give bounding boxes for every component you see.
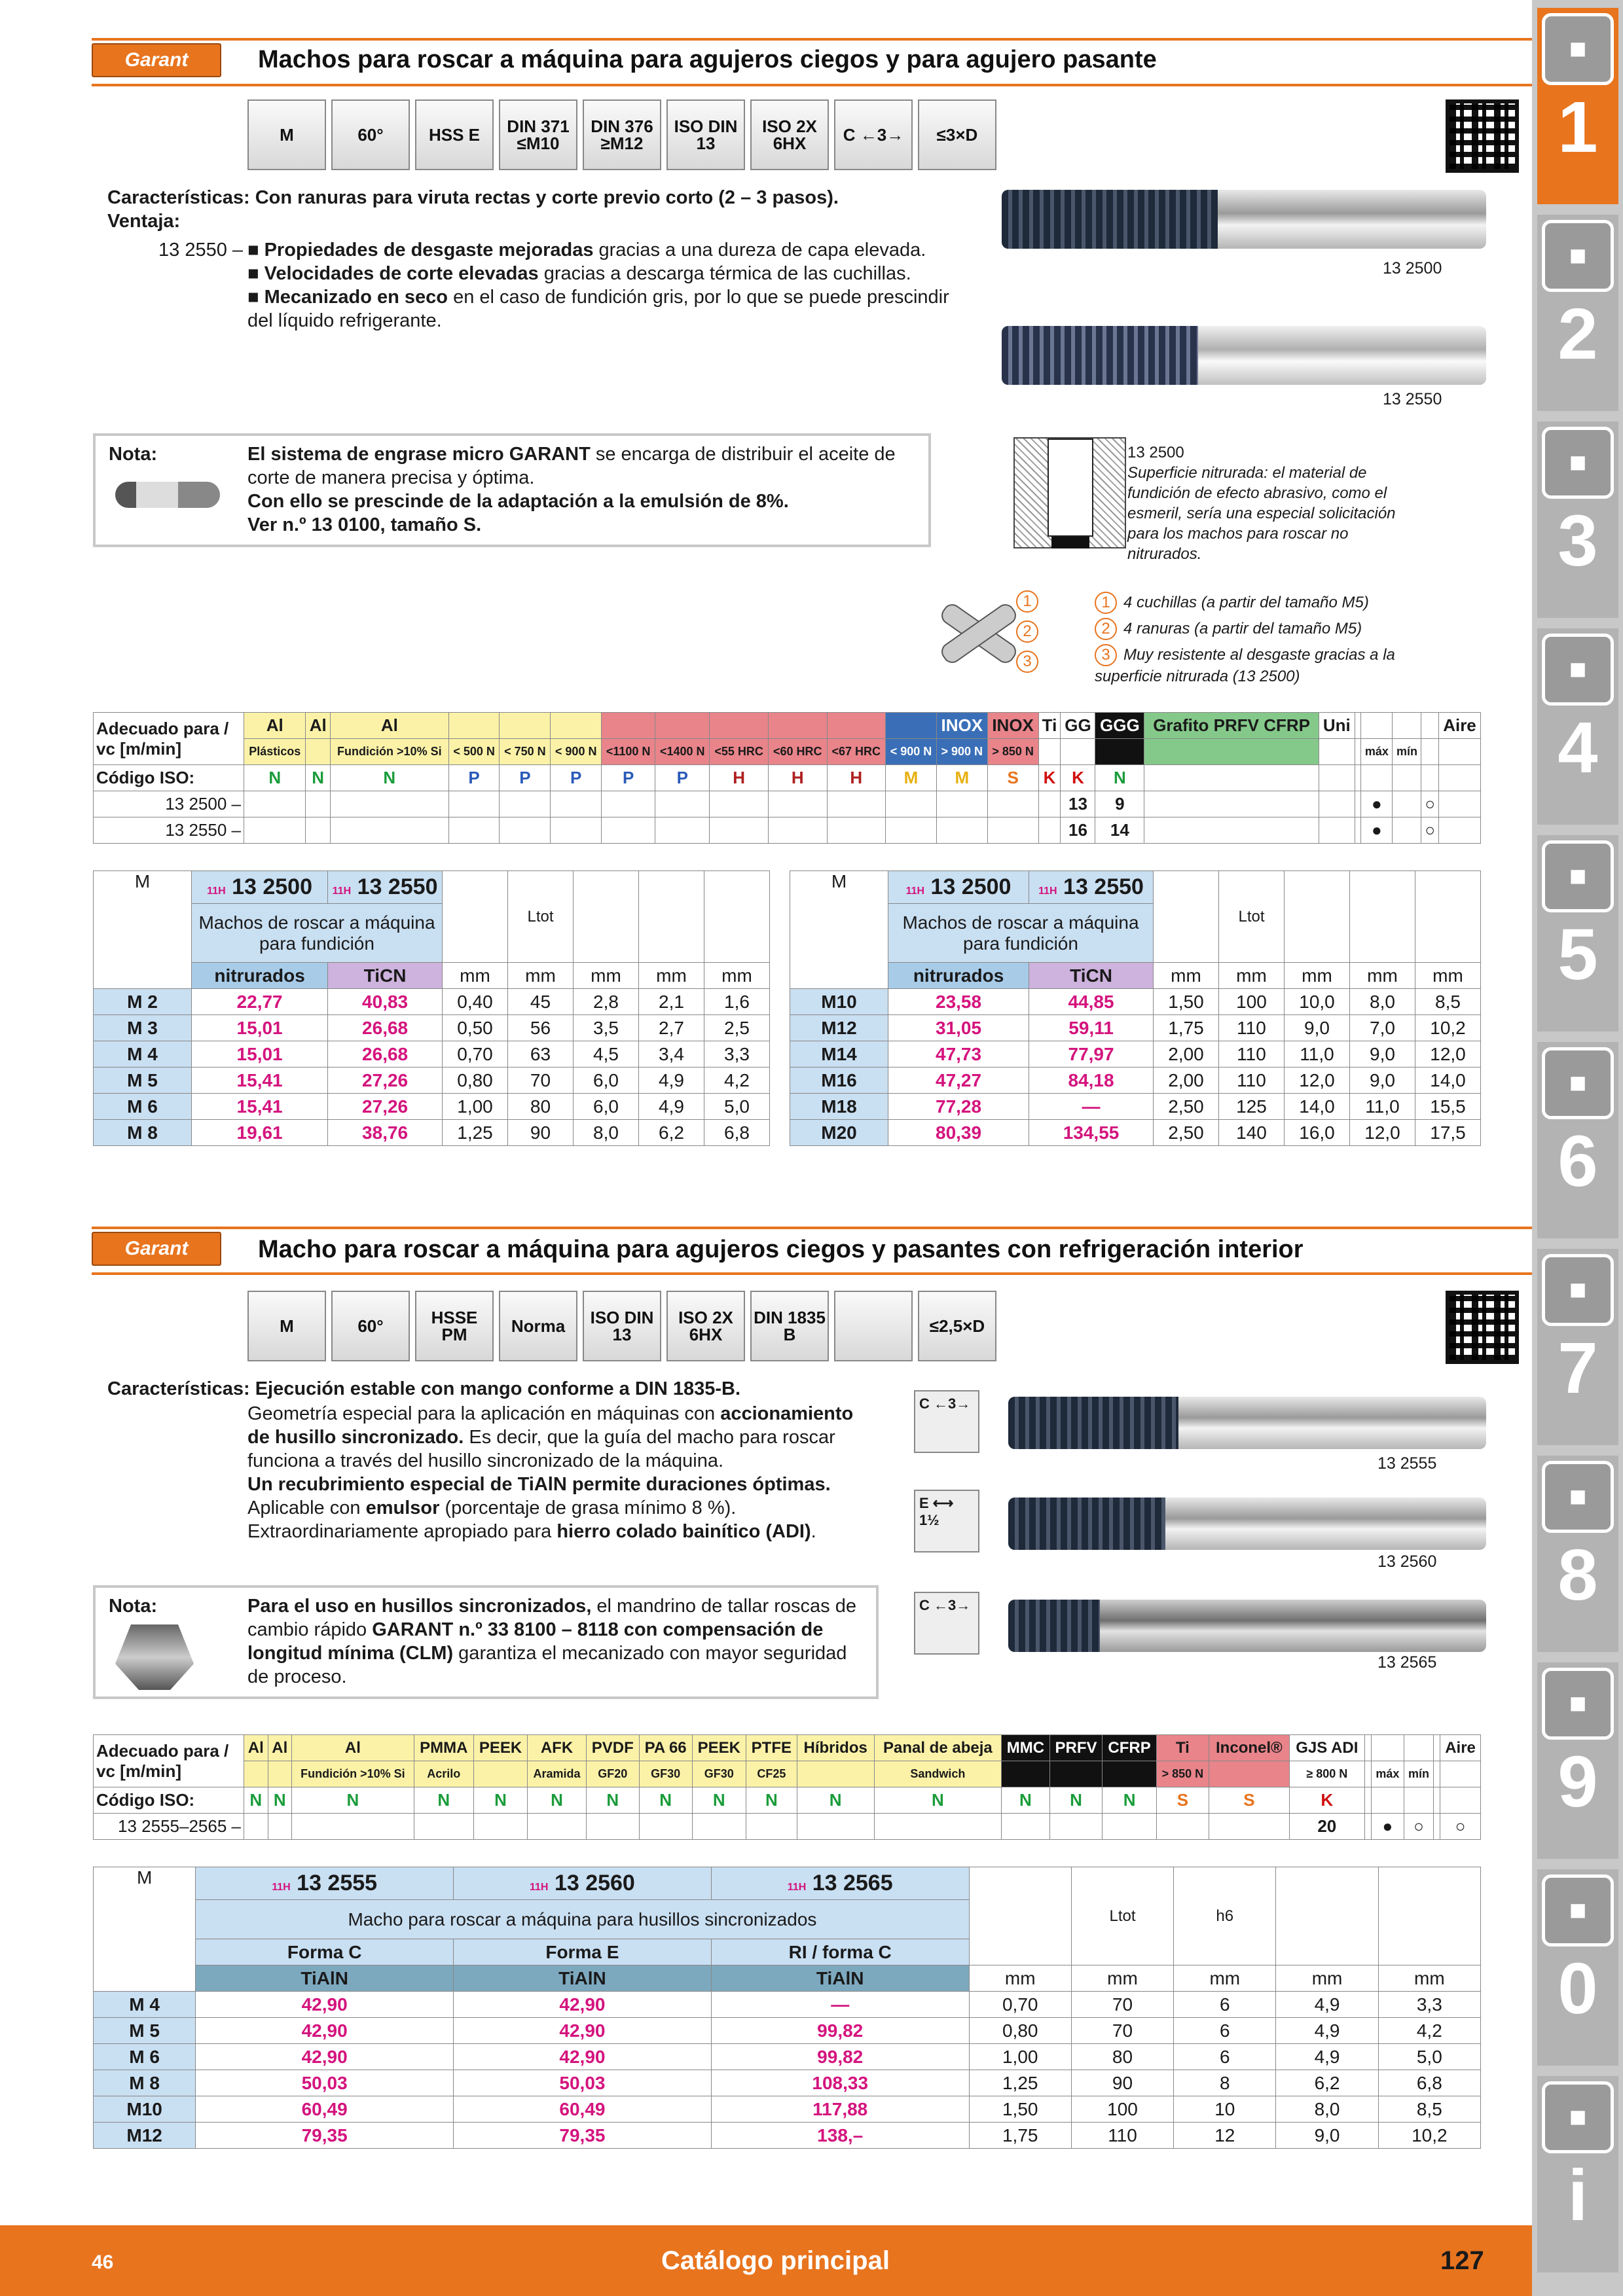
garant-logo: Garant [92,1232,221,1266]
spec-icon: HSSE PM [415,1291,494,1361]
material-head [768,713,827,739]
side-tabs [1532,0,1623,2296]
iso-code: N [797,1787,874,1814]
feature-paragraph: Geometría especial para la aplicación en máquinas con accionamiento de husillo sincronizado. Es decir, que la guía del macho para roscar funciona a través del husillo sincronizado de la máquina. [247,1403,854,1471]
spec-icon: ISO DIN 13 [666,99,745,170]
material-sub [1355,739,1361,765]
material-head: Aire [1440,1735,1481,1761]
tool-label: 13 2500 [1383,259,1442,278]
material-sub: < 900 N [551,739,602,765]
material-sub [1438,739,1480,765]
chuck-image [115,1624,194,1690]
material-sub: <1100 N [602,739,655,765]
table-row: M20 80,39 134,55 2,50 140 16,0 12,0 17,5 [790,1120,1481,1146]
form-tag: C ←3→ [914,1390,979,1453]
chapter-tab-5[interactable]: ■ 5 [1537,835,1618,1031]
chapter-icon: ■ [1542,634,1614,706]
chapter-icon: ■ [1542,1047,1614,1119]
material-head [448,713,500,739]
iso-code: N [746,1787,797,1814]
material-sub: Fundición >10% Si [330,739,448,765]
iso-code: N [414,1787,473,1814]
material-head: Grafito PRFV CFRP [1144,713,1319,739]
legend-item: 1 4 cuchillas (a partir del tamaño M5) [1095,592,1435,614]
material-sub [1421,739,1439,765]
material-head: GJS ADI [1289,1735,1364,1761]
spec-icon: DIN 371 ≤M10 [499,99,577,170]
chapter-icon: ■ [1542,13,1614,85]
material-head: GGG [1095,713,1144,739]
rule [92,84,1532,86]
material-head: CFRP [1103,1735,1156,1761]
nitrided-note: 13 2500 Superficie nitrurada: el material de fundición de efecto abrasivo, como el esmeril, sería una especial solicitación para los machos para roscar no nitrurados. [1127,444,1396,563]
material-sub: Fundición >10% Si [292,1761,414,1787]
iso-code: N [692,1787,746,1814]
iso-code: N [1103,1787,1156,1814]
iso-code: N [874,1787,1002,1814]
material-sub [473,1761,527,1787]
table-row: M18 77,28 — 2,50 125 14,0 11,0 15,5 [790,1094,1481,1120]
row-label: Código ISO: [94,765,244,791]
material-head: Al [244,1735,268,1761]
row-label: Adecuado para / vc [m/min] [94,1735,244,1787]
material-head: Al [268,1735,292,1761]
spec-table-left: M 11H 13 2500 11H 13 2550 Ltot Machos de roscar a máquina para fundición nitrurados TiCN mm mm mm mm mm M 2 22,77 40,83 0,40 45 2,8 2,1 1,6 M 3 15,01 26,68 0,50 56 3,5 2,7 2,5 M 4 15,01 26,68 0,70 63 4,5 3,4 3,3 M 5 15,41 27,26 0,80 70 6,0 4,9 4,2 M 6 15,41 27,26 1,00 80 6,0 4,9 5,0 M 8 19,61 38,76 1,25 90 8,0 6,2 6,8 [93,870,770,1146]
material-head: AFK [528,1735,587,1761]
section2-features: Características: Ejecución estable con mango conforme a DIN 1835-B. [107,1378,741,1399]
cross-section-diagram [936,597,1021,669]
iso-code: H [768,765,827,791]
material-head: Inconel® [1209,1735,1290,1761]
qr-code[interactable] [1446,1291,1519,1364]
material-head [1371,1735,1404,1761]
material-head: Ti [1038,713,1061,739]
rule [92,1272,1532,1275]
row-ref: 13 2550 – [94,817,244,844]
feature-paragraph: Extraordinariamente apropiado para hierro colado bainítico (ADI). [247,1521,816,1542]
nitrided-diagram [1013,437,1126,548]
row-ref: 13 2555–2565 – [94,1814,244,1840]
material-head: PEEK [692,1735,746,1761]
material-sub: > 850 N [987,739,1038,765]
material-sub [1209,1761,1290,1787]
iso-code: H [827,765,886,791]
note-box-1: Nota: El sistema de engrase micro GARANT se encarga de distribuir el aceite de corte de manera precisa y óptima. Con ello se prescinde de la adaptación a la emulsión de 8%. Ver n.º 13 0100, tamaño S. [93,433,931,547]
page-number-right: 127 [1440,2246,1484,2275]
chapter-icon: ■ [1542,1461,1614,1533]
spec-icon: M [247,1291,326,1361]
ventaja-ref: 13 2550 – [158,240,244,260]
iso-code: S [987,765,1038,791]
section1-features: Características: Con ranuras para viruta rectas y corte previo corto (2 – 3 pasos). Ventaja: [107,187,839,232]
tool-image-132565 [1008,1600,1486,1652]
tool-label: 13 2550 [1383,390,1442,408]
material-sub: máx [1361,739,1393,765]
tool-label: 13 2555 [1377,1454,1437,1473]
chapter-tab-1[interactable]: ■ 1 [1537,8,1618,204]
material-sub: Acrilo [414,1761,473,1787]
spec-icon [834,1291,913,1361]
table-row: M 5 15,41 27,26 0,80 70 6,0 4,9 4,2 [94,1067,770,1094]
iso-code: M [936,765,987,791]
material-sub [1103,1761,1156,1787]
chapter-icon: ■ [1542,2081,1614,2153]
spec-icon: Norma [499,1291,577,1361]
material-head: Al [292,1735,414,1761]
spec-icon: ≤3×D [918,99,996,170]
material-sub: GF30 [639,1761,692,1787]
rule [92,1227,1532,1229]
section2-icons [247,1291,996,1361]
spec-icon: ≤2,5×D [918,1291,996,1361]
feature-paragraph: Un recubrimiento especial de TiAlN permite duraciones óptimas. [247,1474,831,1495]
material-sub: <1400 N [655,739,710,765]
material-sub: > 900 N [936,739,987,765]
tool-image-132560 [1008,1498,1486,1550]
material-head: Híbridos [797,1735,874,1761]
iso-code: N [528,1787,587,1814]
table-row: M 2 22,77 40,83 0,40 45 2,8 2,1 1,6 [94,989,770,1015]
table-row: M 6 15,41 27,26 1,00 80 6,0 4,9 5,0 [94,1094,770,1120]
footer-band [0,2225,1532,2296]
iso-code: S [1209,1787,1290,1814]
material-head: PA 66 [639,1735,692,1761]
material-head: PVDF [586,1735,639,1761]
table-row: M12 31,05 59,11 1,75 110 9,0 7,0 10,2 [790,1015,1481,1041]
material-sub: mín [1393,739,1421,765]
table-row: M10 23,58 44,85 1,50 100 10,0 8,0 8,5 [790,989,1481,1015]
material-head [500,713,551,739]
form-tag: C ←3→ [914,1592,979,1655]
iso-code: N [244,1787,268,1814]
tool-image-132555 [1008,1397,1486,1449]
product-desc: Machos de roscar a máquina para fundición [198,912,435,954]
product-desc: Machos de roscar a máquina para fundición [902,912,1139,954]
material-sub: < 500 N [448,739,500,765]
section2-title: Macho para roscar a máquina para agujeros ciegos y pasantes con refrigeración interior [258,1236,1304,1263]
diagram-legend [1095,592,1435,691]
col-m: M [790,871,888,989]
material-head: INOX [936,713,987,739]
iso-code: S [1156,1787,1209,1814]
material-sub: GF30 [692,1761,746,1787]
material-head [602,713,655,739]
material-head: MMC [1002,1735,1049,1761]
material-head: PTFE [746,1735,797,1761]
bullet-item: ■ Mecanizado en seco en el caso de fundición gris, por lo que se puede prescindir del líquido refrigerante. [247,287,949,331]
iso-code: P [655,765,710,791]
material-head [886,713,937,739]
chapter-tab-6[interactable]: ■ 6 [1537,1042,1618,1238]
iso-code: P [448,765,500,791]
iso-code: N [1002,1787,1049,1814]
iso-table-1: Adecuado para / vc [m/min] Al Al Al INOX INOX Ti GG GGG Grafito PRFV CFRP Uni Aire Plásticos Fundición >10% Si < 500 N < 750 N < 900 N <1100 N <1400 N <55 HRC <60 HRC <67 HRC < 900 N > 900 N > 850 N máx mín Código ISO: N N N P P P P P H H H M M S K K N 13 2500 – 13 9 ● ○ 13 2550 – 16 14 ● ○ [93,712,1481,844]
material-head: Aire [1438,713,1480,739]
chapter-tab-3[interactable]: ■ 3 [1537,422,1618,618]
table-row: M 4 15,01 26,68 0,70 63 4,5 3,4 3,3 [94,1041,770,1067]
section1-icons [247,99,996,170]
chapter-tab-0[interactable]: ■ 0 [1537,1869,1618,2066]
oil-system-image [115,482,220,508]
material-sub: ≥ 800 N [1289,1761,1364,1787]
iso-code: N [306,765,331,791]
spec-table-right: M 11H 13 2500 11H 13 2550 Ltot Machos de roscar a máquina para fundición nitrurados TiCN mm mm mm mm mm M10 23,58 44,85 1,50 100 10,0 8,0 8,5 M12 31,05 59,11 1,75 110 9,0 7,0 10,2 M14 47,73 77,97 2,00 110 11,0 9,0 12,0 M16 47,27 84,18 2,00 110 12,0 9,0 14,0 M18 77,28 — 2,50 125 14,0 11,0 15,5 M20 80,39 134,55 2,50 140 16,0 12,0 17,5 [790,870,1481,1146]
chapter-tab-2[interactable]: ■ 2 [1537,215,1618,411]
bullet-item: ■ Velocidades de corte elevadas gracias a descarga térmica de las cuchillas. [247,263,911,284]
table-row: M 4 42,90 42,90 — 0,70 70 6 4,9 3,3 [94,1992,1481,2018]
iso-code: P [500,765,551,791]
table-row: M10 60,49 60,49 117,88 1,50 100 10 8,0 8,5 [94,2096,1481,2123]
tool-label: 13 2565 [1377,1653,1437,1672]
legend-item: 2 4 ranuras (a partir del tamaño M5) [1095,618,1435,640]
iso-code: K [1289,1787,1364,1814]
material-head [1361,713,1393,739]
material-head [1393,713,1421,739]
product-desc: Macho para roscar a máquina para husillos sincronizados [196,1900,969,1939]
material-sub [1002,1761,1049,1787]
table-row: M 8 19,61 38,76 1,25 90 8,0 6,2 6,8 [94,1120,770,1146]
material-sub [268,1761,292,1787]
iso-code: N [268,1787,292,1814]
material-sub: Aramida [528,1761,587,1787]
iso-code: K [1038,765,1061,791]
material-head [1364,1735,1371,1761]
feature-paragraph: Aplicable con emulsor (porcentaje de grasa mínimo 8 %). [247,1498,737,1518]
material-sub: GF20 [586,1761,639,1787]
material-head: GG [1061,713,1095,739]
row-label: Código ISO: [94,1787,244,1814]
material-head: PMMA [414,1735,473,1761]
material-head: PRFV [1049,1735,1103,1761]
spec-icon: ISO DIN 13 [583,1291,661,1361]
iso-table-2: Adecuado para / vc [m/min] Al Al Al PMMA PEEK AFK PVDF PA 66 PEEK PTFE Híbridos Panal de abeja MMC PRFV CFRP Ti Inconel® GJS ADI Aire Fundición >10% Si Acrilo Aramida GF20 GF30 GF30 CF25 Sandwich > 850 N ≥ 800 N máx mín Código ISO: N N N N N N N N N N N N N N N S S K 13 2555–2565 – 20 ● ○ ○ [93,1734,1481,1840]
material-head [827,713,886,739]
ventaja-bullets [247,238,968,332]
material-head: INOX [987,713,1038,739]
spec-icon: 60° [331,1291,410,1361]
material-head [1421,713,1439,739]
material-sub [1440,1761,1481,1787]
material-sub [1049,1761,1103,1787]
material-sub: CF25 [746,1761,797,1787]
spec-icon: M [247,99,326,170]
material-head: Al [244,713,306,739]
chapter-icon: ■ [1542,1874,1614,1946]
note-box-2: Nota: Para el uso en husillos sincronizados, el mandrino de tallar roscas de cambio rápido GARANT n.º 33 8100 – 8118 con compensación de longitud mínima (CLM) garantiza el mecanizado con mayor seguridad de proceso. [93,1585,879,1699]
section1-title: Machos para roscar a máquina para agujeros ciegos y para agujero pasante [258,46,1157,73]
material-sub [306,739,331,765]
iso-code: K [1061,765,1095,791]
chapter-tab-4[interactable]: ■ 4 [1537,628,1618,825]
top-rule [92,38,1532,41]
section2-paragraphs [247,1402,876,1543]
tool-image-132550 [1002,326,1486,385]
chapter-icon: ■ [1542,840,1614,912]
material-head: Al [306,713,331,739]
chapter-icon: ■ [1542,220,1614,292]
spec-icon: 60° [331,99,410,170]
tool-label: 13 2560 [1377,1552,1437,1571]
material-head [1404,1735,1433,1761]
iso-code: M [886,765,937,791]
table-row: M 8 50,03 50,03 108,33 1,25 90 8 6,2 6,8 [94,2070,1481,2096]
page-number-left: 46 [92,2251,114,2273]
chapter-icon: ■ [1542,427,1614,499]
material-sub [1095,739,1144,765]
iso-code: P [602,765,655,791]
spec-icon: C ←3→ [834,99,913,170]
iso-code: N [1095,765,1144,791]
iso-code: N [1049,1787,1103,1814]
material-sub [1038,739,1061,765]
spec-icon: DIN 1835 B [750,1291,829,1361]
iso-code: N [244,765,306,791]
col-m: M [94,871,192,989]
diagram-callouts: 1 2 3 [1016,590,1042,673]
spec-icon: HSS E [415,99,494,170]
material-head: Uni [1319,713,1355,739]
material-head [551,713,602,739]
material-sub [1364,1761,1371,1787]
material-sub: mín [1404,1761,1433,1787]
material-sub: Plásticos [244,739,306,765]
iso-code: N [586,1787,639,1814]
iso-code: N [473,1787,527,1814]
material-head [710,713,769,739]
table-row: M 6 42,90 42,90 99,82 1,00 80 6 4,9 5,0 [94,2044,1481,2070]
spec-icon: DIN 376 ≥M12 [583,99,661,170]
material-head [1355,713,1361,739]
material-sub [1319,739,1355,765]
catalog-title: Catálogo principal [661,2246,890,2275]
iso-code: N [330,765,448,791]
row-label: Adecuado para / vc [m/min] [94,713,244,765]
material-sub: < 900 N [886,739,937,765]
material-head: Al [330,713,448,739]
material-sub: <60 HRC [768,739,827,765]
material-head: Panal de abeja [874,1735,1002,1761]
material-sub: > 850 N [1156,1761,1209,1787]
chapter-icon: ■ [1542,1254,1614,1326]
chapter-icon: ■ [1542,1668,1614,1740]
table-row: M 3 15,01 26,68 0,50 56 3,5 2,7 2,5 [94,1015,770,1041]
table-row: M 5 42,90 42,90 99,82 0,80 70 6 4,9 4,2 [94,2018,1481,2044]
garant-logo: Garant [92,43,221,77]
row-ref: 13 2500 – [94,791,244,817]
material-sub [797,1761,874,1787]
material-head [1434,1735,1440,1761]
bullet-item: ■ Propiedades de desgaste mejoradas gracias a una dureza de capa elevada. [247,240,926,260]
chapter-tab-i[interactable]: ■ i [1537,2076,1618,2272]
material-sub [1144,739,1319,765]
material-head: Ti [1156,1735,1209,1761]
tool-image-132500 [1002,190,1486,249]
material-sub: < 750 N [500,739,551,765]
material-sub: <67 HRC [827,739,886,765]
material-head [655,713,710,739]
table-row: M14 47,73 77,97 2,00 110 11,0 9,0 12,0 [790,1041,1481,1067]
chapter-tab-8[interactable]: ■ 8 [1537,1456,1618,1652]
legend-item: 3 Muy resistente al desgaste gracias a la superficie nitrurada (13 2500) [1095,644,1435,687]
iso-code: H [710,765,769,791]
spec-icon: ISO 2X 6HX [666,1291,745,1361]
form-tag: E ⟷ 1½ [914,1490,979,1552]
material-sub: máx [1371,1761,1404,1787]
spec-table-2: M 11H 13 2555 11H 13 2560 11H 13 2565 Ltot h6 Macho para roscar a máquina para husillos sincronizados Forma C Forma E RI / forma C TiAlN TiAlN TiAlN mm mm mm mm mm M 4 42,90 42,90 — 0,70 70 6 4,9 3,3 M 5 42,90 42,90 99,82 0,80 70 6 4,9 4,2 M 6 42,90 42,90 99,82 1,00 80 6 4,9 5,0 M 8 50,03 50,03 108,33 1,25 90 8 6,2 6,8 M10 60,49 60,49 117,88 1,50 100 10 8,0 8,5 M12 79,35 79,35 138,– 1,75 110 12 9,0 10,2 [93,1867,1481,2149]
qr-code[interactable] [1446,99,1519,173]
material-sub [1434,1761,1440,1787]
table-row: M16 47,27 84,18 2,00 110 12,0 9,0 14,0 [790,1067,1481,1094]
material-sub [244,1761,268,1787]
chapter-tab-7[interactable]: ■ 7 [1537,1249,1618,1445]
iso-code: P [551,765,602,791]
chapter-tab-9[interactable]: ■ 9 [1537,1662,1618,1859]
material-head: PEEK [473,1735,527,1761]
material-sub: <55 HRC [710,739,769,765]
iso-code: N [292,1787,414,1814]
material-sub: Sandwich [874,1761,1002,1787]
spec-icon: ISO 2X 6HX [750,99,829,170]
material-sub [1061,739,1095,765]
iso-code: N [639,1787,692,1814]
table-row: M12 79,35 79,35 138,– 1,75 110 12 9,0 10,2 [94,2123,1481,2149]
